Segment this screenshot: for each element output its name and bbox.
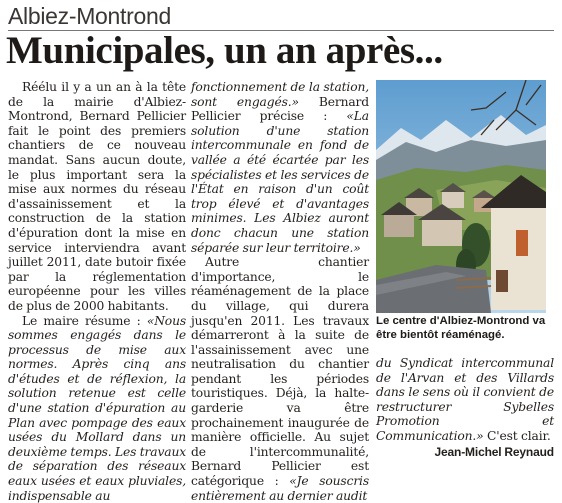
article-column-1: [8, 80, 186, 503]
quote-bridge: Bernard Pellicier précise :: [191, 95, 369, 124]
paragraph-station: [191, 80, 369, 255]
station-quote: «La solution d'une station intercommunale en fond de vallée a été écartée par les spécialistes et les services de l'État en raison d'un coût trop élevé et d'avantages minimes. Les Albiez auront donc chacun une station séparée sur leur territoire.»: [191, 109, 369, 254]
paragraph-village-square: [191, 255, 369, 503]
conclusion-text: C'est clair.: [484, 429, 551, 443]
village-text: Autre chantier d'importance, le réaménagement de la place du village, qui durera jusqu'en 2011. Les travaux démarreront à la suite de l'assainissement avec une neutralisation du chantier pendant les périodes touristiques. Déjà, la halte-garderie va être prochainement inaugurée de manière officielle. Au sujet de l'intercommunalité, Bernard Pellicier est catégorique :: [191, 255, 369, 488]
quote-continued: fonctionnement de la station, sont engagés.»: [191, 80, 369, 109]
paragraph-conclusion: [376, 356, 554, 444]
village-photo: [376, 80, 546, 313]
article-headline: Municipales, un an après...: [6, 31, 556, 71]
article-column-3: [376, 356, 554, 459]
quote-lead: Le maire résume :: [22, 314, 147, 328]
paragraph-intro: Réélu il y a un an à la tête de la mairie d'Albiez-Montrond, Bernard Pellicier fait le point des premiers chantiers de ce nouveau mandat. Sans aucun doute, le plus important sera la mise aux normes du réseau d'assainissement et la construction de la station d'épuration dont la mise en service interviendra avant juillet 2011, date butoir fixée par la réglementation européenne pour les villes de plus de 2000 habitants.: [8, 80, 186, 314]
section-kicker: Albiez-Montrond: [8, 3, 171, 30]
photo-caption: Le centre d'Albiez-Montrond va être bientôt réaménagé.: [376, 315, 554, 342]
paragraph-mayor-quote: [8, 314, 186, 503]
mayor-quote: «Nous sommes engagés dans le processus de mise aux normes. Après cinq ans d'études et de réflexion, la solution retenue est celle d'une station d'épuration au Plan avec pompage des eaux usées du Mollard dans un deuxième temps. Les travaux de séparation des réseaux eaux usées et eaux pluviales, indispensable au: [8, 314, 186, 503]
syndicat-quote: du Syndicat intercommunal de l'Arvan et des Villards dans le sens où il convient de restructurer Sybelles Promotion et Communication.»: [376, 356, 554, 443]
article-column-2: [191, 80, 369, 503]
audit-quote: «Je souscris entièrement au dernier audit: [191, 474, 369, 503]
author-signature: Jean-Michel Reynaud: [376, 445, 554, 460]
